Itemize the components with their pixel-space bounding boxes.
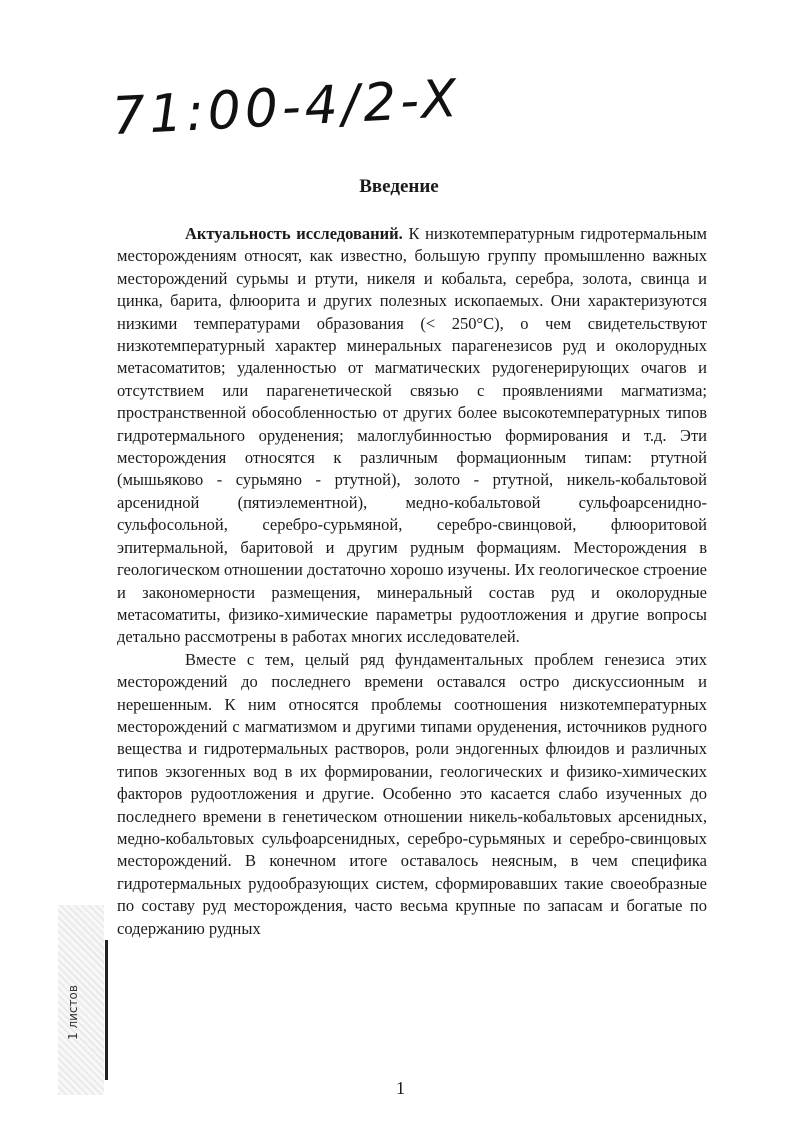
margin-mark: [105, 940, 108, 1080]
paragraph-lead: Актуальность исследований.: [185, 224, 403, 243]
handwritten-code: 71:00-4/2-X: [110, 68, 463, 148]
archive-stamp-label: 1 листов: [66, 985, 80, 1040]
archive-stamp: [58, 905, 104, 1095]
paragraph-2: [117, 649, 707, 940]
paragraph-text: К низкотемпературным гидротермальным месторождениям относят, как известно, большую группу промышленно важных месторождений сурьмы и ртути, никеля и кобальта, серебра, золота, свинца и цинка, барита, флюорита и других полезных ископаемых. Они характеризуются низкими температурами образования (< 250°С), о чем свидетельствуют низкотемпературный характер минеральных парагенезисов руд и околорудных метасоматитов; удаленностью от магматических рудогенерирующих очагов и отсутствием или парагенетической связью с проявлениями магматизма; пространственной обособленностью от других более высокотемпературных типов гидротермального оруденения; малоглубинностью формирования и т.д. Эти месторождения относятся к различным формационным типам: ртутной (мышьяково - сурьмяно - ртутной), золото - ртутной, никель-кобальтовой арсенидной (пятиэлементной), медно-кобальтовой сульфоарсенидно-сульфосольной, серебро-сурьмяной, серебро-свинцовой, флюоритовой эпитермальной, баритовой и другим рудным формациям. Месторождения в геологическом отношении достаточно хорошо изучены. Их геологическое строение и закономерности размещения, минеральный состав руд и околорудные метасоматиты, физико-химические параметры рудоотложения и другие вопросы детально рассмотрены в работах многих исследователей.: [117, 224, 707, 647]
body-text: [117, 223, 707, 940]
page-title: Введение: [359, 176, 439, 197]
paragraph-text: Вместе с тем, целый ряд фундаментальных проблем генезиса этих месторождений до последнего времени оставался остро дискуссионным и нерешенным. К ним относятся проблемы соотношения низкотемпературных месторождений с магматизмом и другими типами оруденения, источников рудного вещества и гидротермальных растворов, роли эндогенных флюидов и различных типов экзогенных вод в их формировании, геологических и физико-химических факторов рудоотложения и другие. Особенно это касается слабо изученных до последнего времени в генетическом отношении никель-кобальтовых арсенидных, медно-кобальтовых сульфоарсенидных, серебро-сурьмяных и серебро-свинцовых месторождений. В конечном итоге оставалось неясным, в чем специфика гидротермальных рудообразующих систем, сформировавших такие своеобразные по составу руд месторождения, часто весьма крупные по запасам и богатые по содержанию рудных: [117, 649, 707, 938]
paragraph-1: [117, 223, 707, 649]
page-number: 1: [396, 1078, 405, 1098]
